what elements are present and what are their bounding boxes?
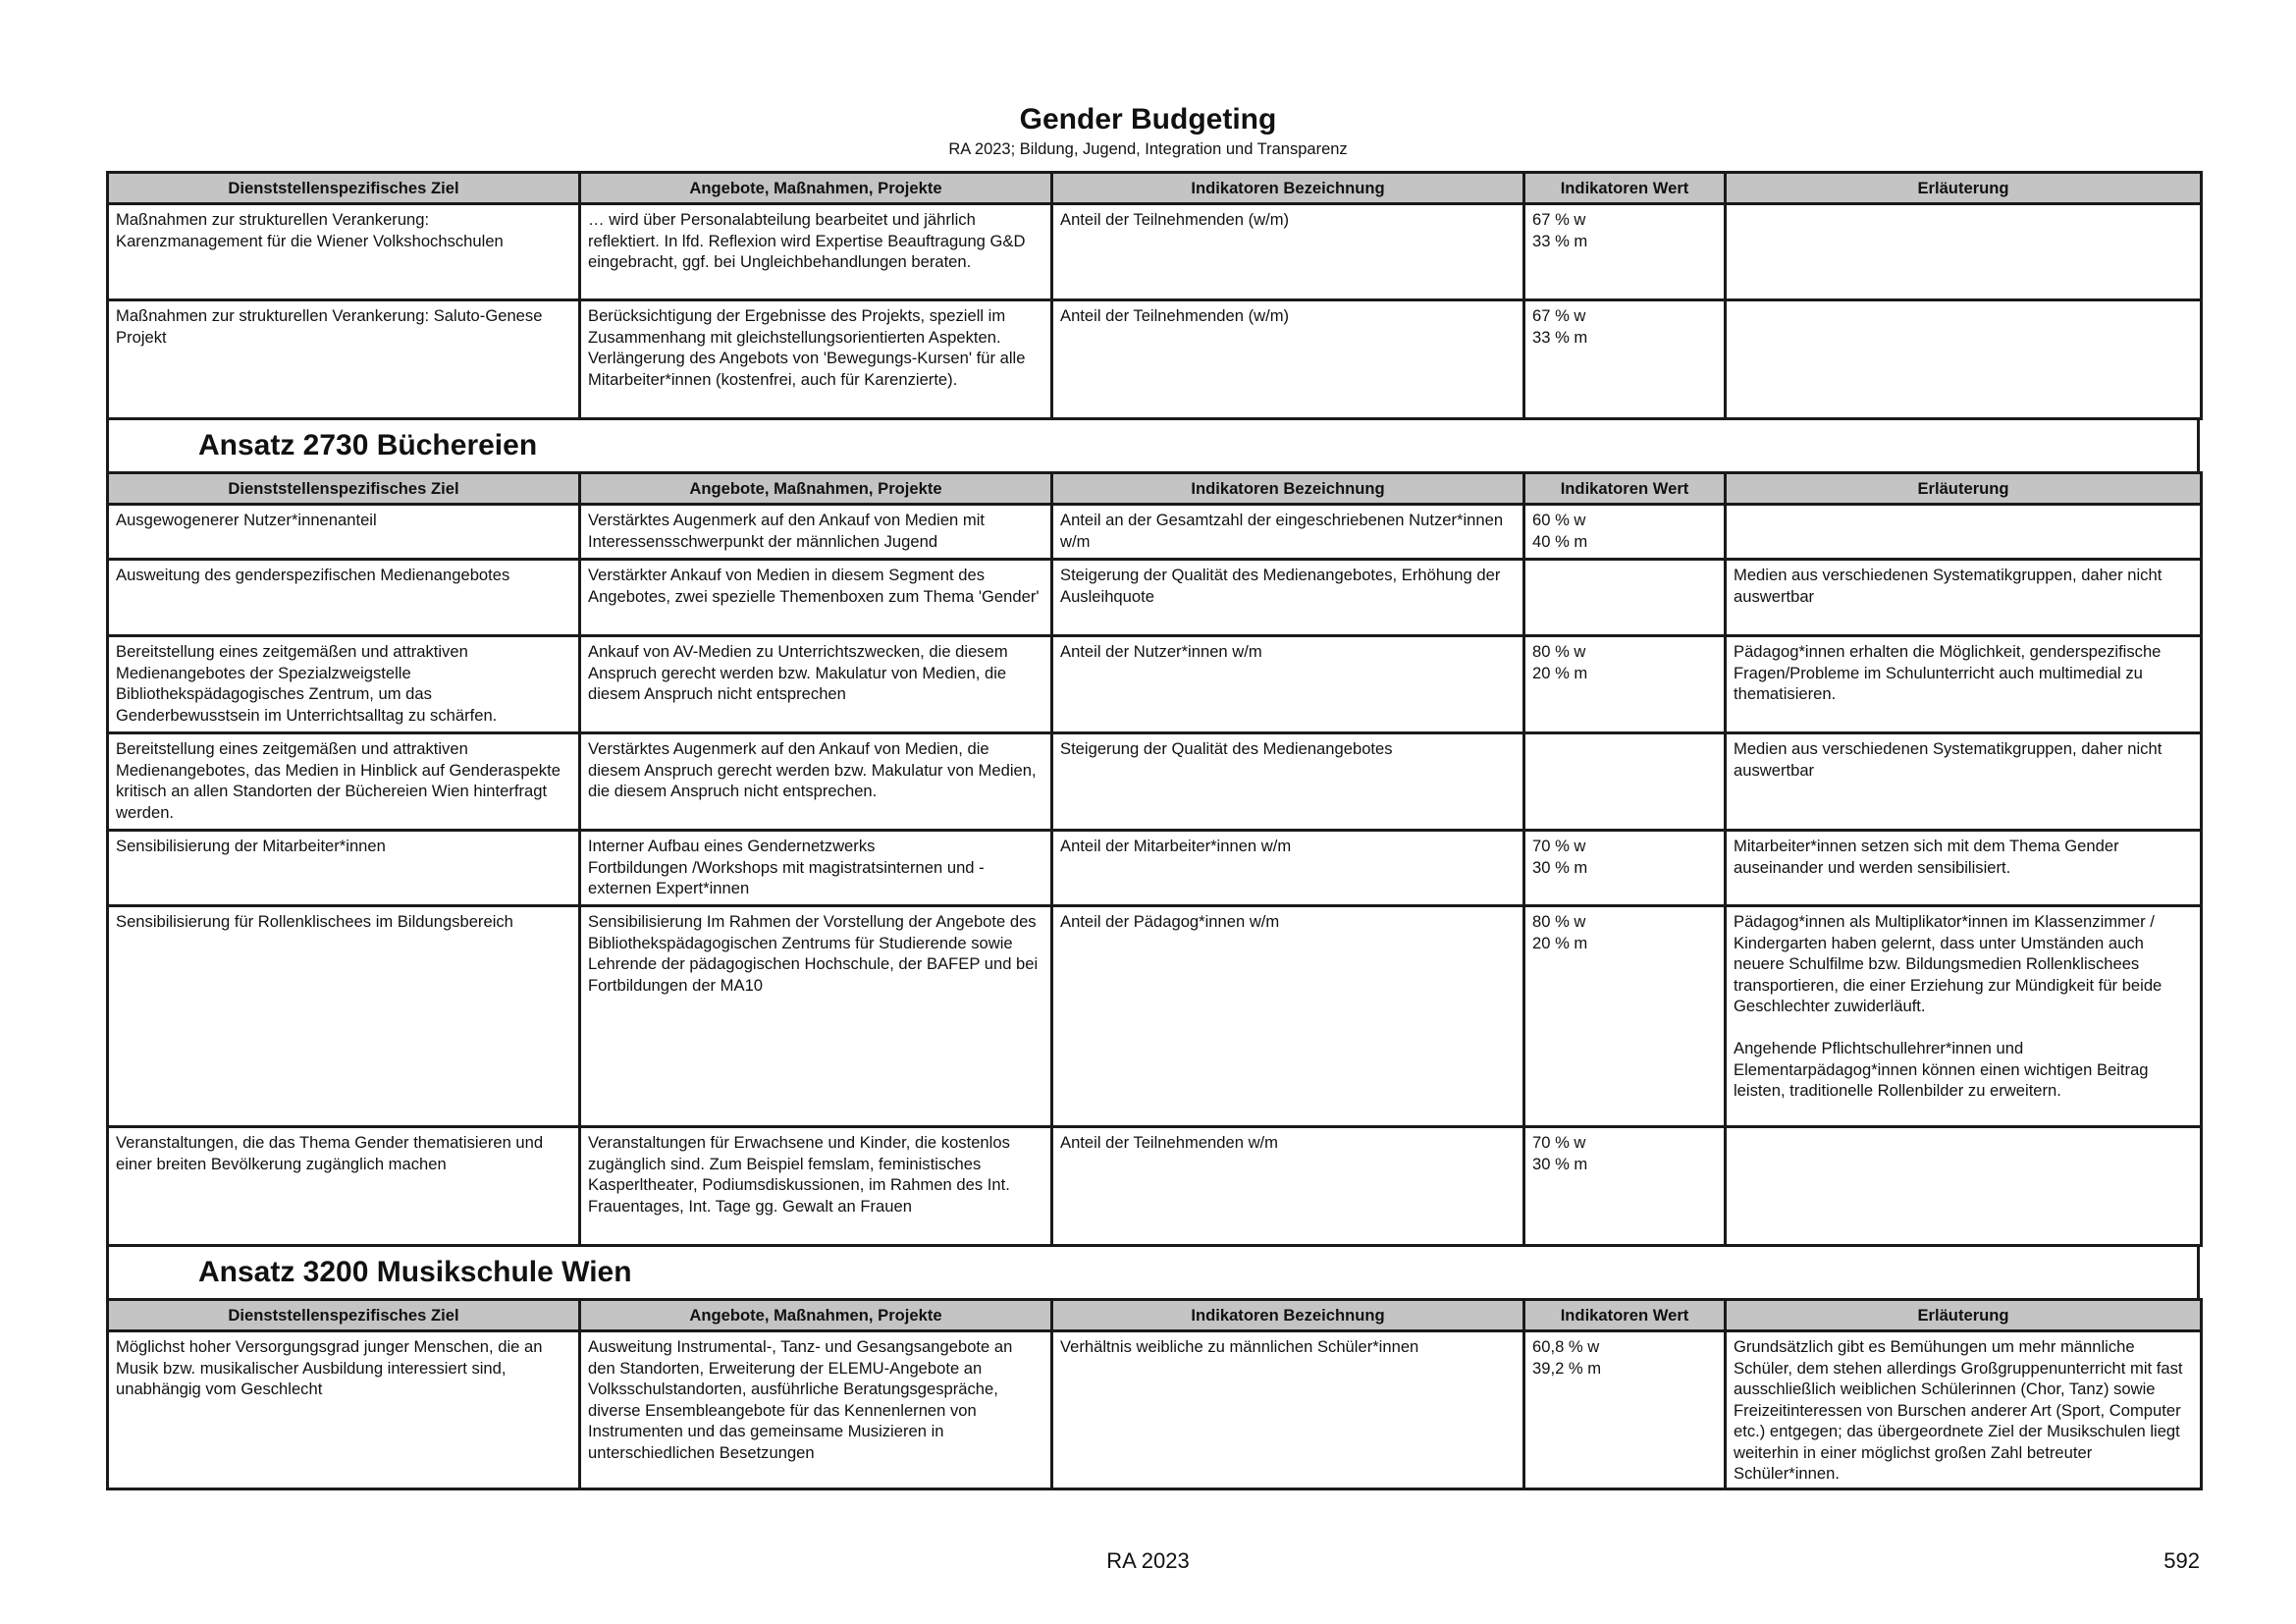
goal-cell: Bereitstellung eines zeitgemäßen und attraktiven Medienangebotes der Spezialzweigstelle Bibliothekspädagogisches Zentrum, um das Genderbewusstsein im Unterrichtsalltag zu schärfen.: [108, 636, 580, 733]
column-header: Indikatoren Bezeichnung: [1052, 1300, 1524, 1331]
goal-cell: Sensibilisierung der Mitarbeiter*innen: [108, 831, 580, 906]
page-number: 592: [2163, 1548, 2200, 1573]
indicator-name-cell: Anteil der Teilnehmenden w/m: [1052, 1127, 1524, 1246]
table-header-row: [108, 173, 2202, 204]
indicator-name-cell: Verhältnis weibliche zu männlichen Schüler*innen: [1052, 1331, 1524, 1489]
indicator-value-cell: 70 % w 30 % m: [1524, 831, 1726, 906]
column-header: Dienststellenspezifisches Ziel: [108, 473, 580, 505]
footer-label: RA 2023: [1106, 1548, 1190, 1573]
explanation-cell: Medien aus verschiedenen Systematikgruppen, daher nicht auswertbar: [1726, 560, 2202, 636]
explanation-cell: [1726, 204, 2202, 300]
goal-cell: Möglichst hoher Versorgungsgrad junger Menschen, die an Musik bzw. musikalischer Ausbildung interessiert sind, unabhängig vom Geschlecht: [108, 1331, 580, 1489]
explanation-cell: Pädagog*innen als Multiplikator*innen im Klassenzimmer / Kindergarten haben gelernt, dass unter Umständen auch neuere Schulfilme bzw. Bildungsmedien Rollenklischees transportieren, die einer Erziehung zur Mündigkeit für beide Geschlechter zuwiderläuft. Angehende Pflichtschullehrer*innen und Elementarpädagog*innen können einen wichtigen Beitrag leisten, traditionelle Rollenbilder zu erweitern.: [1726, 906, 2202, 1127]
table-row: [108, 300, 2202, 419]
table-row: [108, 831, 2202, 906]
explanation-cell: Mitarbeiter*innen setzen sich mit dem Thema Gender auseinander und werden sensibilisiert.: [1726, 831, 2202, 906]
table-row: [108, 560, 2202, 636]
column-header: Erläuterung: [1726, 173, 2202, 204]
table-row: [108, 204, 2202, 300]
indicator-value-cell: 60,8 % w 39,2 % m: [1524, 1331, 1726, 1489]
table-row: [108, 1127, 2202, 1246]
goal-cell: Maßnahmen zur strukturellen Verankerung: Saluto-Genese Projekt: [108, 300, 580, 419]
indicator-value-cell: [1524, 733, 1726, 831]
gender-budgeting-table: [106, 171, 2200, 1490]
explanation-cell: [1726, 505, 2202, 560]
explanation-cell: Medien aus verschiedenen Systematikgruppen, daher nicht auswertbar: [1726, 733, 2202, 831]
column-header: Dienststellenspezifisches Ziel: [108, 173, 580, 204]
measures-cell: Berücksichtigung der Ergebnisse des Projekts, speziell im Zusammenhang mit gleichstellungsorientierten Aspekten. Verlängerung des Angebots von 'Bewegungs-Kursen' für alle Mitarbeiter*innen (kostenfrei, auch für Karenzierte).: [580, 300, 1052, 419]
measures-cell: Ankauf von AV-Medien zu Unterrichtszwecken, die diesem Anspruch gerecht werden bzw. Makulatur von Medien, die diesem Anspruch nicht entsprechen: [580, 636, 1052, 733]
goal-cell: Ausgewogenerer Nutzer*innenanteil: [108, 505, 580, 560]
indicator-name-cell: Anteil der Teilnehmenden (w/m): [1052, 204, 1524, 300]
section-table: [106, 471, 2203, 1247]
table-header-row: [108, 473, 2202, 505]
measures-cell: Verstärktes Augenmerk auf den Ankauf von Medien, die diesem Anspruch gerecht werden bzw. Makulatur von Medien, die diesem Anspruch nicht entsprechen.: [580, 733, 1052, 831]
table-row: [108, 505, 2202, 560]
indicator-name-cell: Steigerung der Qualität des Medienangebotes: [1052, 733, 1524, 831]
section-table: [106, 1298, 2203, 1490]
indicator-value-cell: 67 % w 33 % m: [1524, 300, 1726, 419]
indicator-name-cell: Anteil der Pädagog*innen w/m: [1052, 906, 1524, 1127]
measures-cell: … wird über Personalabteilung bearbeitet und jährlich reflektiert. In lfd. Reflexion wird Expertise Beauftragung G&D eingebracht, ggf. bei Ungleichbehandlungen beraten.: [580, 204, 1052, 300]
table-row: [108, 733, 2202, 831]
table-row: [108, 636, 2202, 733]
column-header: Erläuterung: [1726, 473, 2202, 505]
page-subtitle: RA 2023; Bildung, Jugend, Integration und Transparenz: [948, 140, 1348, 158]
section-title: Ansatz 3200 Musikschule Wien: [198, 1256, 632, 1288]
indicator-value-cell: [1524, 560, 1726, 636]
table-row: [108, 906, 2202, 1127]
explanation-cell: [1726, 1127, 2202, 1246]
indicator-value-cell: 80 % w 20 % m: [1524, 636, 1726, 733]
indicator-name-cell: Steigerung der Qualität des Medienangebotes, Erhöhung der Ausleihquote: [1052, 560, 1524, 636]
column-header: Indikatoren Bezeichnung: [1052, 173, 1524, 204]
section-title: Ansatz 2730 Büchereien: [198, 429, 538, 461]
explanation-cell: [1726, 300, 2202, 419]
measures-cell: Veranstaltungen für Erwachsene und Kinder, die kostenlos zugänglich sind. Zum Beispiel femslam, feministisches Kasperltheater, Podiumsdiskussionen, im Rahmen des Int. Frauentages, Int. Tage gg. Gewalt an Frauen: [580, 1127, 1052, 1246]
column-header: Dienststellenspezifisches Ziel: [108, 1300, 580, 1331]
indicator-value-cell: 67 % w 33 % m: [1524, 204, 1726, 300]
goal-cell: Maßnahmen zur strukturellen Verankerung: Karenzmanagement für die Wiener Volkshochschulen: [108, 204, 580, 300]
indicator-name-cell: Anteil der Mitarbeiter*innen w/m: [1052, 831, 1524, 906]
measures-cell: Interner Aufbau eines Gendernetzwerks Fortbildungen /Workshops mit magistratsinternen und -externen Expert*innen: [580, 831, 1052, 906]
indicator-value-cell: 70 % w 30 % m: [1524, 1127, 1726, 1246]
indicator-name-cell: Anteil der Nutzer*innen w/m: [1052, 636, 1524, 733]
indicator-name-cell: Anteil an der Gesamtzahl der eingeschriebenen Nutzer*innen w/m: [1052, 505, 1524, 560]
indicator-value-cell: 80 % w 20 % m: [1524, 906, 1726, 1127]
column-header: Indikatoren Wert: [1524, 173, 1726, 204]
column-header: Indikatoren Wert: [1524, 1300, 1726, 1331]
column-header: Indikatoren Bezeichnung: [1052, 473, 1524, 505]
column-header: Angebote, Maßnahmen, Projekte: [580, 473, 1052, 505]
measures-cell: Sensibilisierung Im Rahmen der Vorstellung der Angebote des Bibliothekspädagogischen Zentrums für Studierende sowie Lehrende der pädagogischen Hochschule, der BAFEP und bei Fortbildungen der MA10: [580, 906, 1052, 1127]
goal-cell: Sensibilisierung für Rollenklischees im Bildungsbereich: [108, 906, 580, 1127]
measures-cell: Ausweitung Instrumental-, Tanz- und Gesangsangebote an den Standorten, Erweiterung der ELEMU-Angebote an Volksschulstandorten, ausführliche Beratungsgespräche, diverse Ensembleangebote für das Kennenlernen von Instrumenten und das gemeinsame Musizieren in unterschiedlichen Besetzungen: [580, 1331, 1052, 1489]
indicator-value-cell: 60 % w 40 % m: [1524, 505, 1726, 560]
measures-cell: Verstärktes Augenmerk auf den Ankauf von Medien mit Interessensschwerpunkt der männlichen Jugend: [580, 505, 1052, 560]
column-header: Angebote, Maßnahmen, Projekte: [580, 1300, 1052, 1331]
column-header: Indikatoren Wert: [1524, 473, 1726, 505]
goal-cell: Veranstaltungen, die das Thema Gender thematisieren und einer breiten Bevölkerung zugänglich machen: [108, 1127, 580, 1246]
page-header: [0, 102, 2296, 159]
goal-cell: Bereitstellung eines zeitgemäßen und attraktiven Medienangebotes, das Medien in Hinblick auf Genderaspekte kritisch an allen Standorten der Büchereien Wien hinterfragt werden.: [108, 733, 580, 831]
goal-cell: Ausweitung des genderspezifischen Medienangebotes: [108, 560, 580, 636]
explanation-cell: Pädagog*innen erhalten die Möglichkeit, genderspezifische Fragen/Probleme im Schulunterricht auch multimedial zu thematisieren.: [1726, 636, 2202, 733]
table-row: [108, 1331, 2202, 1489]
table-header-row: [108, 1300, 2202, 1331]
page-title: Gender Budgeting: [1019, 103, 1277, 135]
indicator-name-cell: Anteil der Teilnehmenden (w/m): [1052, 300, 1524, 419]
measures-cell: Verstärkter Ankauf von Medien in diesem Segment des Angebotes, zwei spezielle Themenboxen zum Thema 'Gender': [580, 560, 1052, 636]
explanation-cell: Grundsätzlich gibt es Bemühungen um mehr männliche Schüler, dem stehen allerdings Großgruppenunterricht mit fast ausschließlich weiblichen Schülerinnen (Chor, Tanz) sowie Freizeitinteressen von Burschen anderer Art (Sport, Computer etc.) entgegen; das übergeordnete Ziel der Musikschulen liegt weiterhin in einer möglichst großen Zahl betreuter Schüler*innen.: [1726, 1331, 2202, 1489]
section-table: [106, 171, 2203, 420]
section-header: [106, 1247, 2200, 1298]
column-header: Erläuterung: [1726, 1300, 2202, 1331]
section-header: [106, 420, 2200, 471]
column-header: Angebote, Maßnahmen, Projekte: [580, 173, 1052, 204]
